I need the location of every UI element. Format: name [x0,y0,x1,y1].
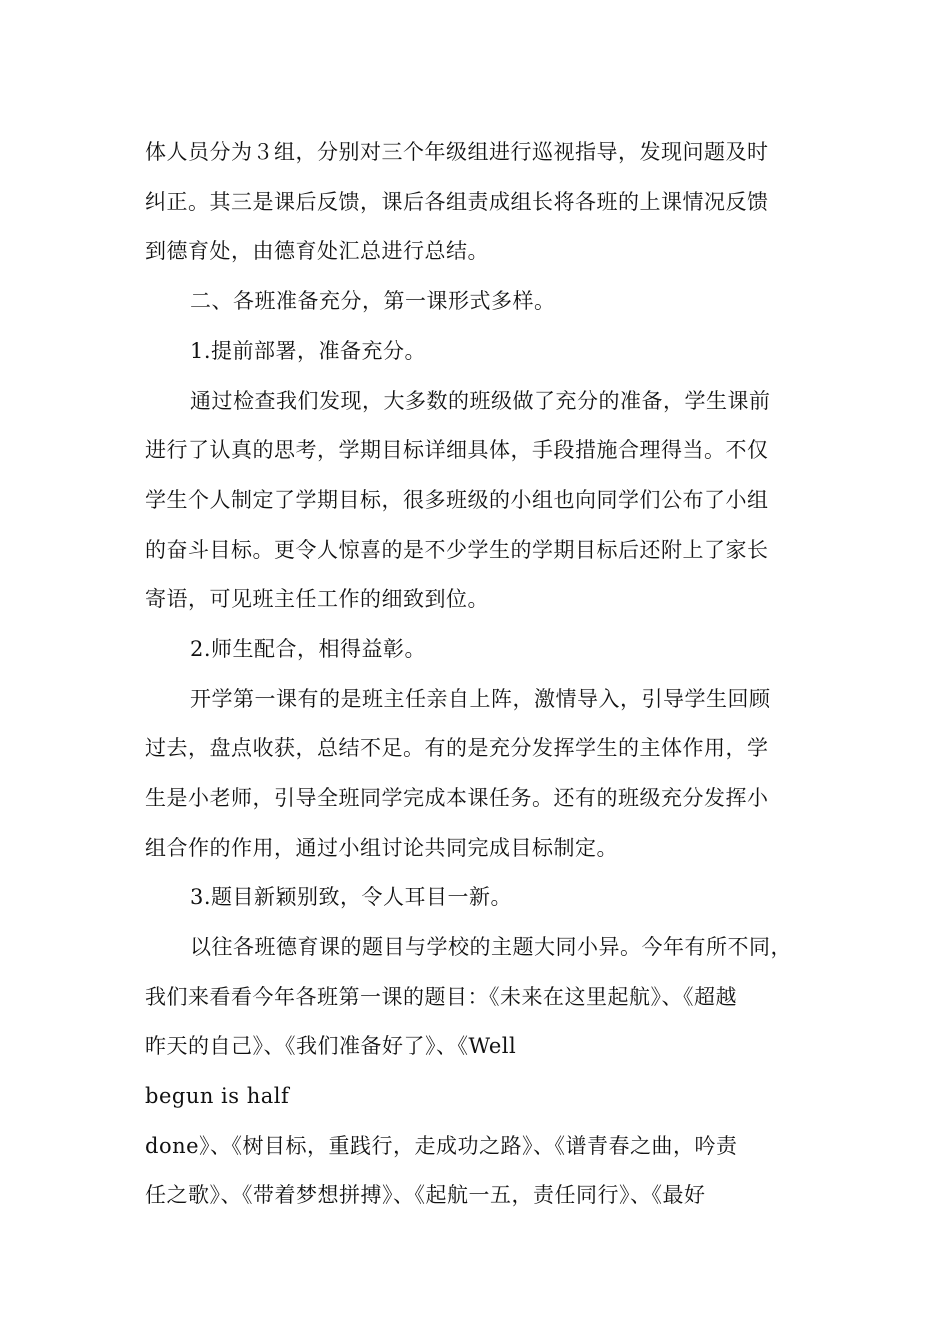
text-line: 过去，盘点收获，总结不足。有的是充分发挥学生的主体作用，学 [145,736,769,760]
text-line: 昨天的自己》、《我们准备好了》、《Well [145,1034,517,1058]
text-line: 学生个人制定了学期目标，很多班级的小组也向同学们公布了小组 [145,488,769,512]
text-line: 寄语，可见班主任工作的细致到位。 [145,587,489,611]
text-line: begun is half [145,1084,290,1108]
text-line: 体人员分为３组，分别对三个年级组进行巡视指导，发现问题及时 [145,140,769,164]
text-line: 生是小老师，引导全班同学完成本课任务。还有的班级充分发挥小 [145,786,769,810]
text-line: 的奋斗目标。更令人惊喜的是不少学生的学期目标后还附上了家长 [145,538,769,562]
subsection-heading: 1.提前部署，准备充分。 [190,339,427,363]
text-line: 开学第一课有的是班主任亲自上阵，激情导入，引导学生回顾 [190,687,771,711]
section-heading: 二、各班准备充分，第一课形式多样。 [190,289,556,313]
text-line: 通过检查我们发现，大多数的班级做了充分的准备，学生课前 [190,389,771,413]
text-line: 纠正。其三是课后反馈，课后各组责成组长将各班的上课情况反馈 [145,190,769,214]
text-line: 进行了认真的思考，学期目标详细具体，手段措施合理得当。不仅 [145,438,769,462]
text-line: 以往各班德育课的题目与学校的主题大同小异。今年有所不同， [190,935,792,959]
text-line: 到德育处，由德育处汇总进行总结。 [145,239,489,263]
text-line: 组合作的作用，通过小组讨论共同完成目标制定。 [145,836,618,860]
text-line: 任之歌》、《带着梦想拼搏》、《起航一五，责任同行》、《最好 [145,1183,706,1207]
text-line: 我们来看看今年各班第一课的题目：《未来在这里起航》、《超越 [145,985,737,1009]
subsection-heading: 2.师生配合，相得益彰。 [190,637,427,661]
subsection-heading: 3.题目新颖别致，令人耳目一新。 [190,885,513,909]
text-line: done》、《树目标，重践行，走成功之路》、《谱青春之曲，吟责 [145,1134,738,1158]
